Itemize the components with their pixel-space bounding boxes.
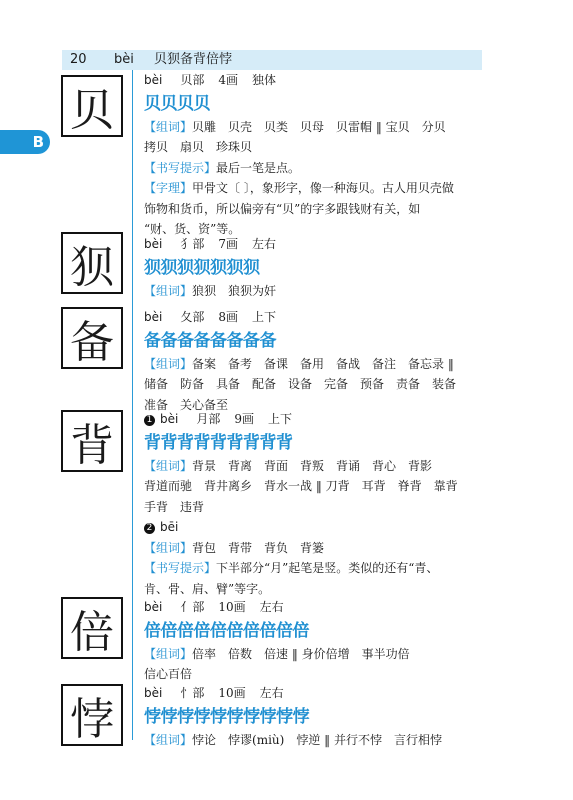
stroke-char: 悖	[193, 706, 210, 727]
pinyin-line	[144, 70, 489, 91]
pinyin-line	[144, 234, 489, 255]
field-label: 【书写提示】	[144, 561, 217, 575]
field-text: 悖论 悖谬(miù) 悖逆 ‖ 并行不悖 言行相悖	[192, 732, 442, 747]
field-text: 拷贝 扇贝 珍珠贝	[144, 140, 253, 154]
entry-0	[144, 70, 489, 240]
field-label: 【书写提示】	[144, 160, 217, 175]
stroke-count: 10画	[218, 686, 246, 700]
stroke-char: 悖	[243, 706, 260, 727]
entry-line	[144, 374, 489, 395]
stroke-char: 背	[276, 432, 293, 453]
field-label: 【组词】	[144, 458, 193, 473]
radical: 亻部	[180, 600, 205, 614]
stroke-char: 倍	[177, 620, 194, 641]
field-label: 【组词】	[144, 119, 193, 134]
radical: 忄部	[180, 686, 205, 700]
entry-line	[144, 538, 489, 559]
stroke-count: 4画	[218, 73, 238, 87]
stroke-char: 背	[160, 432, 177, 453]
stroke-char: 贝	[160, 93, 177, 114]
pinyin: bèi	[144, 600, 163, 614]
field-text: 贝雕 贝壳 贝类 贝母 贝雷帽 ‖ 宝贝 分贝	[192, 119, 446, 134]
stroke-char: 悖	[292, 706, 309, 727]
margin-divider	[132, 70, 133, 740]
entry-line	[144, 476, 489, 497]
entry-line	[144, 664, 489, 685]
stroke-char: 狈	[193, 257, 210, 278]
char-box-bèi: 贝	[61, 75, 123, 137]
field-text: 倍率 倍数 倍速 ‖ 身价倍增 事半功倍	[192, 646, 410, 661]
sense-number: 1	[144, 415, 155, 426]
field-text: 狼狈 狼狈为奸	[192, 283, 277, 298]
field-text: 下半部分“月”起笔是竖。类似的还有“青、	[216, 561, 439, 575]
stroke-char: 背	[259, 432, 276, 453]
stroke-char: 贝	[144, 93, 161, 114]
entry-line	[144, 199, 489, 220]
field-text: 肯、骨、肩、臂”等字。	[144, 581, 271, 596]
stroke-char: 倍	[210, 620, 227, 641]
char-box-bèi: 背	[61, 410, 123, 472]
stroke-char: 狈	[226, 257, 243, 278]
field-text: 最后一笔是点。	[216, 160, 301, 175]
stroke-char: 备	[243, 330, 260, 351]
entry-line	[144, 281, 489, 302]
stroke-char: 贝	[193, 93, 210, 114]
entry-1	[144, 234, 489, 301]
entry-line	[144, 117, 489, 138]
stroke-char: 背	[193, 432, 210, 453]
pinyin: bèi	[160, 412, 179, 426]
stroke-count: 7画	[218, 237, 238, 251]
header-chars: 贝狈备背倍悖	[154, 52, 233, 67]
pinyin-line-2	[144, 517, 489, 538]
field-text: 背包 背带 背负 背篓	[192, 540, 325, 555]
entry-line	[144, 158, 489, 179]
stroke-char: 悖	[160, 706, 177, 727]
field-text: 手背 违背	[144, 499, 205, 514]
stroke-char: 备	[144, 330, 161, 351]
char-box-bèi: 备	[61, 307, 123, 369]
radical: 月部	[196, 412, 221, 426]
stroke-char: 背	[177, 432, 194, 453]
field-text: 储备 防备 具备 配备 设备 完备 预备 责备 装备	[144, 377, 457, 391]
stroke-char: 备	[210, 330, 227, 351]
entry-line	[144, 497, 489, 518]
radical: 夂部	[180, 310, 205, 324]
pinyin: bèi	[144, 686, 163, 700]
structure: 上下	[252, 310, 277, 324]
stroke-count: 9画	[234, 412, 254, 426]
stroke-order	[144, 255, 489, 281]
radical: 犭部	[180, 237, 205, 251]
stroke-char: 备	[193, 330, 210, 351]
stroke-count: 10画	[218, 600, 246, 614]
stroke-char: 悖	[144, 706, 161, 727]
stroke-order	[144, 618, 489, 644]
structure: 独体	[252, 73, 277, 87]
char-box-bèi: 狈	[61, 232, 123, 294]
pinyin-line	[144, 597, 489, 618]
pinyin: bèi	[144, 237, 163, 251]
stroke-char: 备	[160, 330, 177, 351]
stroke-char: 背	[210, 432, 227, 453]
entry-4	[144, 597, 489, 685]
entry-line	[144, 579, 489, 600]
field-text: 信心百倍	[144, 667, 193, 681]
stroke-char: 备	[226, 330, 243, 351]
page-number: 20	[70, 52, 87, 67]
stroke-char: 悖	[177, 706, 194, 727]
entry-line	[144, 644, 489, 665]
field-text: “财、货、资”等。	[144, 222, 241, 236]
structure: 左右	[252, 237, 277, 251]
header-pinyin: bèi	[114, 52, 134, 67]
field-text: 准备 关心备至	[144, 397, 229, 412]
structure: 左右	[259, 600, 284, 614]
sense-number: 2	[144, 523, 155, 534]
field-text: 甲骨文〔 〕，象形字，像一种海贝。古人用贝壳做	[192, 181, 454, 195]
stroke-order	[144, 91, 489, 117]
stroke-char: 背	[243, 432, 260, 453]
field-label: 【组词】	[144, 356, 193, 371]
structure: 左右	[259, 686, 284, 700]
field-label: 【组词】	[144, 283, 193, 298]
stroke-char: 备	[259, 330, 276, 351]
stroke-char: 倍	[144, 620, 161, 641]
stroke-char: 悖	[259, 706, 276, 727]
pinyin-line	[144, 307, 489, 328]
stroke-char: 倍	[193, 620, 210, 641]
char-box-bèi: 悖	[61, 684, 123, 746]
stroke-char: 背	[226, 432, 243, 453]
field-text: 备案 备考 备课 备用 备战 备注 备忘录 ‖	[192, 356, 454, 371]
field-text: 背道而驰 背井离乡 背水一战 ‖ 刀背 耳背 脊背 靠背	[144, 479, 458, 493]
entry-line	[144, 354, 489, 375]
stroke-order	[144, 328, 489, 354]
stroke-char: 备	[177, 330, 194, 351]
pinyin: bēi	[160, 520, 179, 534]
structure: 上下	[268, 412, 293, 426]
stroke-char: 倍	[160, 620, 177, 641]
entry-3	[144, 409, 489, 599]
stroke-char: 狈	[160, 257, 177, 278]
field-label: 【组词】	[144, 732, 193, 747]
stroke-order	[144, 704, 489, 730]
stroke-char: 贝	[177, 93, 194, 114]
stroke-char: 悖	[276, 706, 293, 727]
char-box-bèi: 倍	[61, 597, 123, 659]
entry-line	[144, 558, 489, 579]
pinyin-line	[144, 409, 489, 430]
stroke-char: 悖	[210, 706, 227, 727]
pinyin-line	[144, 683, 489, 704]
entry-line	[144, 456, 489, 477]
entry-line	[144, 730, 489, 751]
field-label: 【组词】	[144, 540, 193, 555]
stroke-char: 倍	[226, 620, 243, 641]
stroke-char: 倍	[243, 620, 260, 641]
pinyin: bèi	[144, 73, 163, 87]
stroke-char: 倍	[276, 620, 293, 641]
stroke-char: 狈	[177, 257, 194, 278]
entry-line	[144, 137, 489, 158]
stroke-char: 倍	[259, 620, 276, 641]
stroke-char: 狈	[243, 257, 260, 278]
stroke-count: 8画	[218, 310, 238, 324]
stroke-order	[144, 430, 489, 456]
stroke-char: 倍	[292, 620, 309, 641]
field-text: 饰物和货币，所以偏旁有“贝”的字多跟钱财有关，如	[144, 201, 421, 216]
stroke-char: 悖	[226, 706, 243, 727]
page-header	[62, 50, 482, 70]
stroke-char: 狈	[144, 257, 161, 278]
field-label: 【字理】	[144, 181, 193, 195]
letter-tab[interactable]: B	[0, 130, 50, 154]
stroke-char: 背	[144, 432, 161, 453]
stroke-char: 狈	[210, 257, 227, 278]
entry-5	[144, 683, 489, 750]
radical: 贝部	[180, 73, 205, 87]
field-text: 背景 背离 背面 背叛 背诵 背心 背影	[192, 458, 433, 473]
entry-line	[144, 178, 489, 199]
field-label: 【组词】	[144, 646, 193, 661]
entry-2	[144, 307, 489, 415]
pinyin: bèi	[144, 310, 163, 324]
